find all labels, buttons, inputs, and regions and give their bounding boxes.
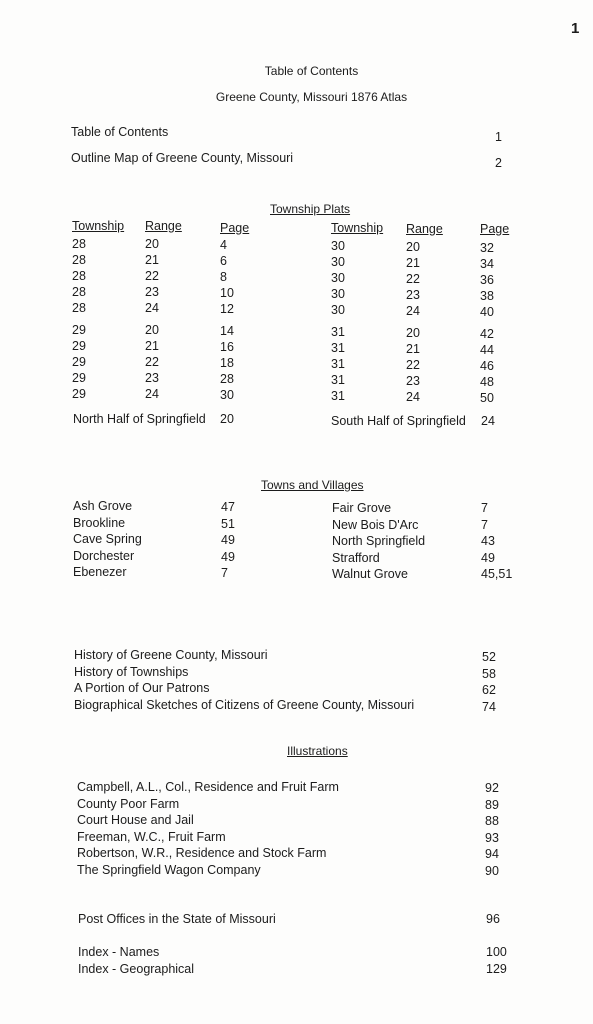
range-cell: 23	[406, 288, 420, 302]
town-page: 47	[221, 500, 235, 514]
range-cell: 24	[145, 301, 159, 315]
township-cell: 29	[72, 323, 86, 337]
township-cell: 31	[331, 373, 345, 387]
township-cell: 31	[331, 357, 345, 371]
page-cell: 30	[220, 388, 234, 402]
plat-row	[0, 340, 593, 356]
page-cell: 48	[480, 375, 494, 389]
index-item	[0, 961, 593, 977]
post-offices-row	[0, 911, 593, 927]
range-cell: 22	[145, 355, 159, 369]
range-cell: 24	[406, 304, 420, 318]
page-cell: 40	[480, 305, 494, 319]
towns-heading: Towns and Villages	[261, 478, 364, 492]
col-page: Page	[220, 221, 250, 235]
south-half-row	[0, 413, 593, 429]
range-cell: 21	[406, 342, 420, 356]
entry-page: 96	[486, 912, 500, 926]
page-cell: 34	[480, 257, 494, 271]
plat-row	[0, 270, 593, 286]
town-page: 43	[481, 534, 495, 548]
page-title: Table of Contents	[264, 64, 359, 78]
town-page: 7	[481, 517, 488, 532]
town-name: Strafford	[332, 550, 380, 565]
entry-page: 20	[220, 412, 234, 426]
town-page: 7	[221, 566, 228, 580]
plat-row	[0, 286, 593, 302]
town-name: Ebenezer	[73, 565, 127, 579]
township-cell: 30	[331, 303, 345, 317]
town-page: 51	[221, 516, 235, 531]
range-cell: 21	[145, 339, 159, 353]
front-entry	[0, 124, 593, 144]
page-subtitle: Greene County, Missouri 1876 Atlas	[215, 90, 408, 104]
entry-page: 1	[495, 130, 502, 144]
town-item	[0, 550, 593, 566]
entry-page: 58	[482, 666, 496, 681]
entry-label: Freeman, W.C., Fruit Farm	[77, 829, 226, 844]
entry-page: 93	[485, 830, 499, 845]
town-page: 49	[481, 550, 495, 565]
township-cell: 29	[72, 387, 86, 401]
town-name: Brookline	[73, 515, 126, 530]
range-cell: 24	[145, 387, 159, 401]
entry-page: 62	[482, 683, 496, 697]
entry-label: Outline Map of Greene County, Missouri	[71, 151, 294, 165]
entry-label: Robertson, W.R., Residence and Stock Farm	[77, 846, 327, 860]
range-cell: 23	[145, 285, 159, 299]
col-range: Range	[406, 222, 443, 236]
town-name: Ash Grove	[73, 499, 133, 513]
front-entry	[0, 150, 593, 170]
entry-page: 74	[482, 699, 496, 714]
entry-label: Index - Names	[78, 945, 160, 959]
town-name: North Springfield	[332, 534, 426, 548]
township-cell: 29	[72, 371, 86, 385]
town-name: Fair Grove	[332, 501, 392, 515]
entry-page: 88	[485, 814, 499, 828]
page-cell: 28	[220, 372, 234, 386]
illustrations-heading: Illustrations	[287, 744, 348, 758]
page-cell: 8	[220, 270, 227, 284]
history-item	[0, 664, 593, 680]
range-cell: 23	[406, 374, 420, 388]
page-cell: 36	[480, 273, 494, 287]
range-cell: 22	[406, 272, 420, 286]
illustration-item	[0, 862, 593, 878]
history-item	[0, 647, 593, 663]
illustration-item	[0, 779, 593, 795]
plats-header-right	[0, 220, 593, 236]
entry-label: South Half of Springfield	[331, 414, 466, 428]
plat-row	[0, 324, 593, 340]
page-cell: 12	[220, 302, 234, 316]
entry-page: 90	[485, 863, 499, 878]
index-item	[0, 944, 593, 960]
plat-row	[0, 254, 593, 270]
page-number: 1	[571, 20, 580, 37]
township-cell: 31	[331, 325, 345, 339]
plat-row	[0, 302, 593, 318]
town-item	[0, 566, 593, 582]
plat-row	[0, 388, 593, 404]
range-cell: 22	[145, 269, 159, 283]
illustration-item	[0, 812, 593, 828]
entry-label: County Poor Farm	[77, 796, 180, 811]
col-township: Township	[331, 221, 384, 235]
entry-label: Index - Geographical	[78, 961, 195, 976]
illustration-item	[0, 796, 593, 812]
entry-label: History of Greene County, Missouri	[74, 648, 268, 662]
history-item	[0, 697, 593, 713]
range-cell: 24	[406, 390, 420, 404]
township-cell: 30	[331, 287, 345, 301]
entry-page: 129	[486, 961, 507, 976]
page-cell: 50	[480, 391, 494, 405]
entry-label: North Half of Springfield	[73, 412, 206, 426]
range-cell: 21	[406, 256, 420, 270]
town-name: Dorchester	[73, 548, 135, 563]
town-page: 7	[481, 501, 488, 515]
town-page: 49	[221, 549, 235, 564]
page-cell: 4	[220, 238, 227, 252]
page-cell: 16	[220, 340, 234, 354]
page-cell: 18	[220, 356, 234, 370]
entry-label: Table of Contents	[71, 125, 169, 139]
township-cell: 28	[72, 285, 86, 299]
col-range: Range	[145, 219, 182, 233]
town-item	[0, 500, 593, 516]
range-cell: 20	[145, 237, 159, 251]
township-cell: 28	[72, 253, 86, 267]
township-cell: 28	[72, 269, 86, 283]
range-cell: 20	[406, 326, 420, 340]
page-cell: 32	[480, 241, 494, 255]
range-cell: 21	[145, 253, 159, 267]
range-cell: 22	[406, 358, 420, 372]
page-cell: 10	[220, 286, 234, 300]
entry-label: The Springfield Wagon Company	[77, 862, 261, 877]
page-cell: 38	[480, 289, 494, 303]
township-cell: 29	[72, 355, 86, 369]
town-name: Cave Spring	[73, 532, 142, 546]
entry-page: 92	[485, 781, 499, 795]
range-cell: 20	[145, 323, 159, 337]
entry-label: History of Townships	[74, 664, 189, 679]
range-cell: 23	[145, 371, 159, 385]
entry-label: Biographical Sketches of Citizens of Greene County, Missouri	[74, 697, 415, 712]
entry-page: 100	[486, 945, 507, 959]
entry-label: A Portion of Our Patrons	[74, 681, 210, 695]
col-township: Township	[72, 219, 125, 233]
town-page: 45,51	[481, 567, 513, 581]
entry-label: Court House and Jail	[77, 813, 194, 827]
township-plats-heading: Township Plats	[270, 202, 351, 216]
page-cell: 46	[480, 359, 494, 373]
col-page: Page	[480, 222, 510, 236]
history-item	[0, 680, 593, 696]
township-cell: 31	[331, 389, 345, 403]
illustration-item	[0, 845, 593, 861]
town-item	[0, 533, 593, 549]
township-cell: 28	[72, 237, 86, 251]
township-cell: 28	[72, 301, 86, 315]
township-cell: 29	[72, 339, 86, 353]
town-item	[0, 517, 593, 533]
entry-page: 89	[485, 797, 499, 812]
entry-page: 52	[482, 650, 496, 664]
town-name: New Bois D'Arc	[332, 517, 419, 532]
plat-row	[0, 356, 593, 372]
entry-page: 94	[485, 847, 499, 861]
township-cell: 30	[331, 271, 345, 285]
town-name: Walnut Grove	[332, 567, 408, 581]
town-page: 49	[221, 533, 235, 547]
entry-label: Campbell, A.L., Col., Residence and Fruit Farm	[77, 780, 339, 794]
plat-row	[0, 372, 593, 388]
township-cell: 31	[331, 341, 345, 355]
page-cell: 14	[220, 324, 234, 338]
township-cell: 30	[331, 255, 345, 269]
range-cell: 20	[406, 240, 420, 254]
township-cell: 30	[331, 239, 345, 253]
plat-row	[0, 238, 593, 254]
entry-page: 2	[495, 156, 502, 170]
entry-label: Post Offices in the State of Missouri	[78, 912, 276, 926]
page-cell: 42	[480, 327, 494, 341]
page-cell: 44	[480, 343, 494, 357]
entry-page: 24	[481, 414, 495, 428]
illustration-item	[0, 829, 593, 845]
page-cell: 6	[220, 254, 227, 268]
